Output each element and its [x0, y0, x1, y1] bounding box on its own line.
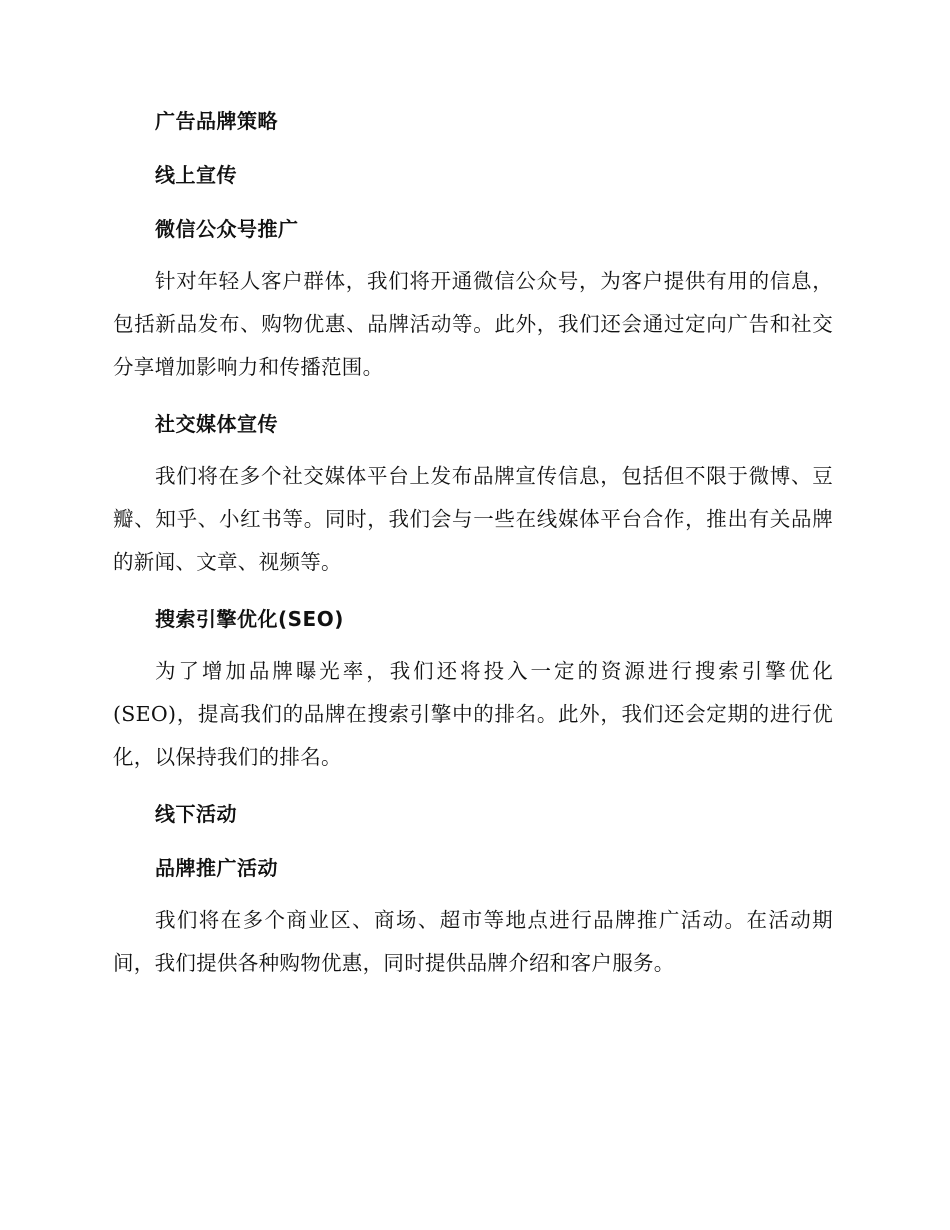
paragraph-promo: 我们将在多个商业区、商场、超市等地点进行品牌推广活动。在活动期间，我们提供各种购物优惠，同时提供品牌介绍和客户服务。	[113, 908, 833, 975]
section-heading-offline: 线下活动	[155, 802, 237, 826]
subsection-heading-social: 社交媒体宣传	[155, 412, 278, 436]
section-heading-online: 线上宣传	[155, 163, 237, 187]
document-title: 广告品牌策略	[155, 109, 278, 133]
paragraph-wechat: 针对年轻人客户群体，我们将开通微信公众号，为客户提供有用的信息，包括新品发布、购物优惠、品牌活动等。此外，我们还会通过定向广告和社交分享增加影响力和传播范围。	[113, 269, 833, 379]
subsection-heading-wechat: 微信公众号推广	[155, 217, 299, 241]
subsection-heading-seo: 搜索引擎优化(SEO)	[155, 607, 344, 631]
paragraph-seo: 为了增加品牌曝光率，我们还将投入一定的资源进行搜索引擎优化(SEO)，提高我们的品牌在搜索引擎中的排名。此外，我们还会定期的进行优化，以保持我们的排名。	[113, 659, 833, 769]
subsection-heading-promo: 品牌推广活动	[155, 856, 278, 880]
document-content	[113, 108, 833, 1007]
paragraph-social: 我们将在多个社交媒体平台上发布品牌宣传信息，包括但不限于微博、豆瓣、知乎、小红书等。同时，我们会与一些在线媒体平台合作，推出有关品牌的新闻、文章、视频等。	[113, 464, 833, 574]
